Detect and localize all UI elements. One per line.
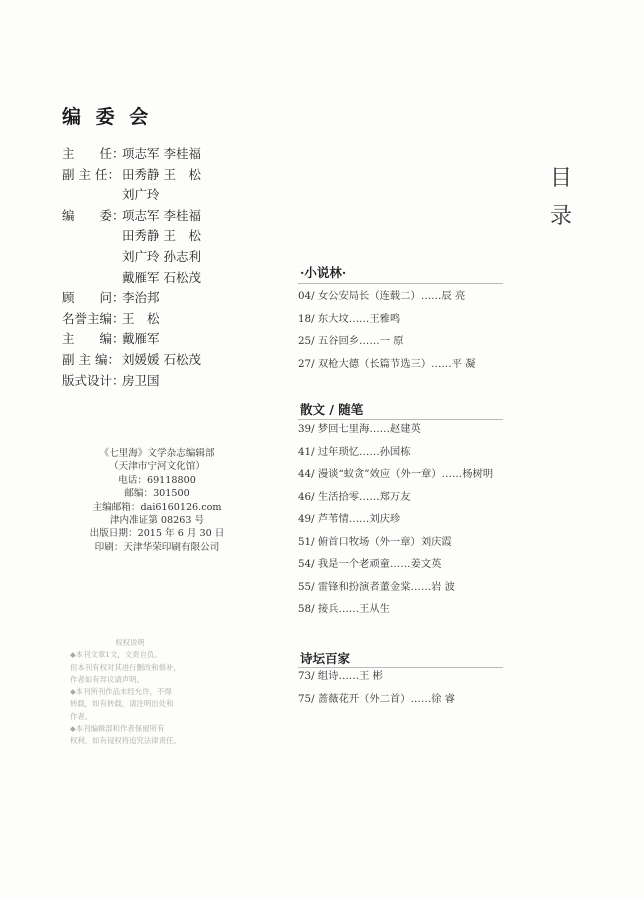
toc-title-char: 录 bbox=[549, 204, 572, 229]
copyright-line: ◆本刊编辑部和作者保留所有 bbox=[70, 724, 165, 734]
board-role bbox=[62, 185, 122, 206]
toc-entry: 55/ 雷锋和扮演者董金棠……岩 波 bbox=[298, 580, 455, 593]
toc-title-char: 目 bbox=[549, 166, 572, 191]
board-role: 主 编： bbox=[62, 331, 125, 347]
board-row bbox=[62, 350, 201, 371]
info-line: 印刷：天津华荣印刷有限公司 bbox=[94, 541, 220, 553]
toc-section-list bbox=[298, 285, 476, 375]
toc-entry: 41/ 过年琐忆……孙国栋 bbox=[298, 445, 411, 458]
copyright-line: 转载，如有转载，请注明出处和 bbox=[70, 699, 174, 709]
copyright-line: 作者。 bbox=[70, 711, 93, 721]
publication-info bbox=[62, 447, 252, 554]
board-row bbox=[62, 268, 201, 289]
board-role: 副 主 任： bbox=[62, 166, 120, 182]
toc-entry: 51/ 俯首口牧场（外一章）刘庆霞 bbox=[298, 535, 452, 548]
board-row bbox=[62, 144, 201, 165]
board-row bbox=[62, 185, 201, 206]
copyright-line: 但本刊有权对其进行删改和修补， bbox=[70, 662, 181, 672]
board-members: 项志军 李桂福 bbox=[122, 207, 201, 223]
board-members: 田秀静 王 松 bbox=[122, 228, 201, 244]
info-line: （天津市宁河文化馆） bbox=[109, 461, 205, 473]
board-members: 田秀静 王 松 bbox=[122, 166, 201, 182]
copyright-line: ◆本刊所刊作品未经允许，不得 bbox=[70, 687, 172, 697]
toc-entry: 44/ 漫谈“蚁贪”效应（外一章）……杨树明 bbox=[298, 468, 494, 480]
board-row bbox=[62, 206, 201, 227]
section-divider bbox=[298, 283, 503, 284]
info-line: 出版日期：2015 年 6 月 30 日 bbox=[89, 528, 225, 540]
toc-entry: 46/ 生活拾零……郑万友 bbox=[298, 490, 411, 503]
board-role: 顾 问： bbox=[62, 290, 125, 306]
info-line: 《七里海》文学杂志编辑部 bbox=[99, 448, 215, 459]
editorial-board-list bbox=[62, 144, 201, 391]
board-row bbox=[62, 165, 201, 186]
toc-section-title: ·小说林· bbox=[300, 265, 347, 280]
toc-title bbox=[548, 160, 574, 236]
editorial-board-title: 编 委 会 bbox=[62, 106, 153, 128]
board-role: 副 主 编： bbox=[62, 351, 120, 367]
toc-entry: 25/ 五谷回乡……一 原 bbox=[298, 335, 404, 347]
info-line: 电话：69118800 bbox=[118, 474, 196, 486]
info-line: 津内准证第 08263 号 bbox=[109, 515, 205, 527]
board-row bbox=[62, 329, 201, 350]
toc-section-title: 散文 / 随笔 bbox=[300, 402, 364, 417]
board-role bbox=[62, 247, 122, 268]
board-members: 戴雁军 bbox=[122, 331, 160, 347]
toc-entry: 75/ 蔷薇花开（外二首）……徐 睿 bbox=[298, 692, 455, 705]
copyright-line: 权利，如有侵权将追究法律责任。 bbox=[70, 736, 181, 746]
board-role: 版式设计： bbox=[62, 372, 125, 388]
board-row bbox=[62, 371, 201, 392]
copyright-heading: 权权说明 bbox=[115, 638, 145, 647]
toc-entry: 39/ 梦回七里海……赵建英 bbox=[298, 423, 421, 435]
toc-entry: 54/ 我是一个老顽童……姜文英 bbox=[298, 558, 442, 570]
toc-entry: 27/ 双枪大德（长篇节选三）……平 凝 bbox=[298, 357, 476, 370]
toc-section-title: 诗坛百家 bbox=[300, 651, 351, 666]
board-row bbox=[62, 226, 201, 247]
board-role: 主 任： bbox=[62, 146, 125, 161]
board-role: 编 委： bbox=[62, 207, 125, 223]
info-line: 邮编：301500 bbox=[124, 488, 190, 500]
toc-entry: 73/ 组诗……王 彬 bbox=[298, 670, 383, 682]
board-row bbox=[62, 288, 201, 309]
board-members: 刘广玲 bbox=[122, 187, 160, 203]
info-line: 主编邮箱：dai6160126.com bbox=[92, 501, 222, 513]
board-members: 王 松 bbox=[122, 310, 160, 326]
board-role bbox=[62, 226, 122, 247]
board-members: 刘广玲 孙志利 bbox=[122, 248, 201, 264]
copyright-notice bbox=[70, 637, 198, 748]
toc-entry: 18/ 东大坟……王雅鸣 bbox=[298, 312, 401, 325]
toc-entry: 04/ 女公安局长（连载二）……辰 亮 bbox=[298, 290, 466, 302]
board-members: 房卫国 bbox=[122, 372, 160, 388]
board-members: 项志军 李桂福 bbox=[122, 146, 201, 161]
toc-section-list bbox=[298, 418, 493, 621]
board-role bbox=[62, 268, 122, 289]
board-members: 刘媛媛 石松茂 bbox=[122, 351, 201, 367]
board-row bbox=[62, 309, 201, 330]
toc-section-list bbox=[298, 665, 455, 710]
toc-entry: 58/ 接兵……王从生 bbox=[298, 603, 390, 615]
board-members: 戴雁军 石松茂 bbox=[122, 269, 201, 285]
toc-entry: 49/ 芦苇情……刘庆珍 bbox=[298, 513, 401, 525]
board-row bbox=[62, 247, 201, 268]
copyright-line: ◆本刊文章1文，文责自负。 bbox=[70, 650, 162, 660]
board-members: 李治邦 bbox=[122, 290, 160, 306]
copyright-line: 作者如有异议请声明。 bbox=[70, 674, 144, 684]
board-role: 名誉主编： bbox=[62, 310, 125, 326]
